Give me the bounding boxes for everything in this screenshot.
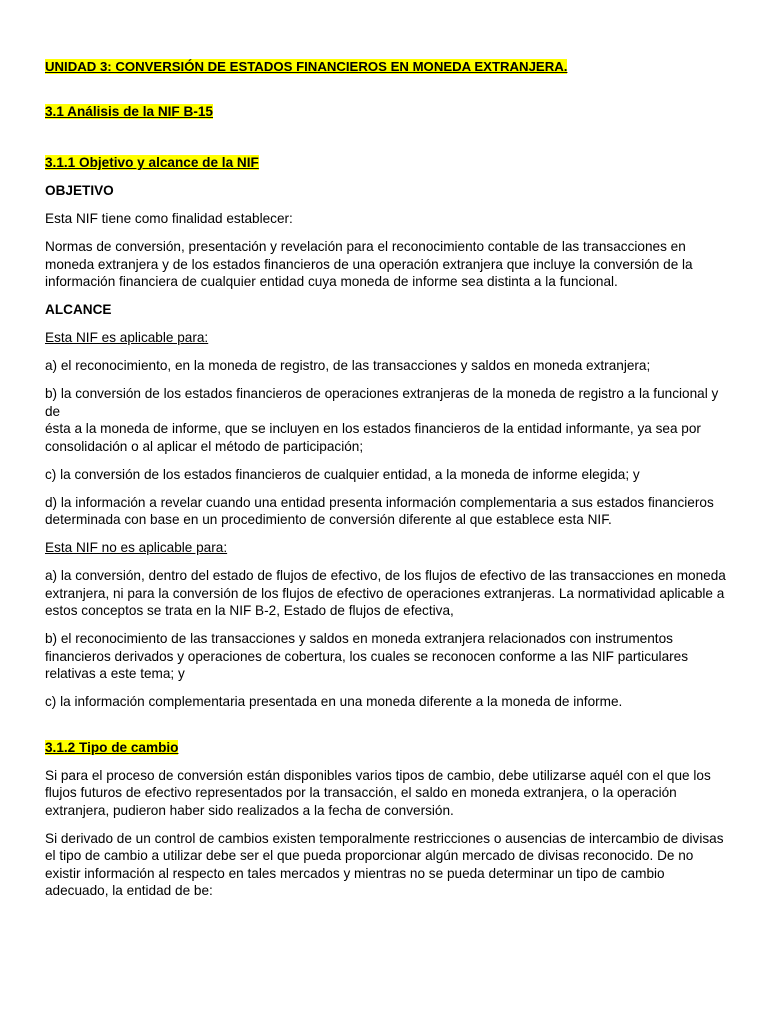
section-3-1-heading: 3.1 Análisis de la NIF B-15 <box>45 104 213 119</box>
section-3-1-1-heading: 3.1.1 Objetivo y alcance de la NIF <box>45 155 259 170</box>
no-aplicable-label: Esta NIF no es aplicable para: <box>45 540 228 555</box>
no-aplicable-item-b: b) el reconocimiento de las transacciones y saldos en moneda extranjera relacionados con instrumentos financieros derivados y operaciones de cobertura, los cuales se reconocen conforme a las NIF particulares relativas a este tema; y <box>45 631 689 681</box>
tipo-cambio-paragraph-2: Si derivado de un control de cambios existen temporalmente restricciones o ausencias de intercambio de divisas el tipo de cambio a utilizar debe ser el que pueda proporcionar algún mercado de divisas reconocido. De no existir información al respecto en tales mercados y mientras no se pueda determinar un tipo de cambio adecuado, la entidad de be: <box>45 830 724 898</box>
unit-title: UNIDAD 3: CONVERSIÓN DE ESTADOS FINANCIEROS EN MONEDA EXTRANJERA. <box>45 58 568 74</box>
tipo-cambio-paragraph-1: Si para el proceso de conversión están disponibles varios tipos de cambio, debe utilizarse aquél con el que los flujos futuros de efectivo representados por la transacción, el saldo en moneda extranjera, o la operación extranjera, pudieron haber sido realizados a la fecha de conversión. <box>45 767 711 818</box>
no-aplicable-item-a: a) la conversión, dentro del estado de flujos de efectivo, de los flujos de efectivo de las transacciones en moneda extranjera, ni para la conversión de los flujos de efectivo de operaciones extranjeras. La normatividad aplicable a estos conceptos se trata en la NIF B-2, Estado de flujos de efectiva, <box>45 568 726 618</box>
aplicable-item-c: c) la conversión de los estados financieros de cualquier entidad, a la moneda de informe elegida; y <box>45 466 640 482</box>
section-3-1-2-row <box>45 721 727 756</box>
aplicable-item-b: b) la conversión de los estados financieros de operaciones extranjeras de la moneda de registro a la funcional y de ésta a la moneda de informe, que se incluyen en los estados financieros de la entidad informante, ya sea por consolidación o al aplicar el método de participación; <box>45 386 719 454</box>
alcance-heading: ALCANCE <box>45 302 112 317</box>
aplicable-item-a: a) el reconocimiento, en la moneda de registro, de las transacciones y saldos en moneda extranjera; <box>45 358 651 373</box>
no-aplicable-item-c: c) la información complementaria presentada en una moneda diferente a la moneda de informe. <box>45 694 623 709</box>
objetivo-paragraph: Normas de conversión, presentación y revelación para el reconocimiento contable de las transacciones en moneda extranjera y de los estados financieros de una operación extranjera que incluye la conversión de la información financiera de cualquier entidad cuya moneda de informe sea distinta a la funcional. <box>45 239 693 289</box>
objetivo-heading: OBJETIVO <box>45 183 114 198</box>
unit-title-row <box>45 40 727 75</box>
section-3-1-1-row <box>45 137 727 172</box>
document-page <box>45 40 727 910</box>
aplicable-label: Esta NIF es aplicable para: <box>45 330 209 345</box>
aplicable-item-d: d) la información a revelar cuando una entidad presenta información complementaria a sus estados financieros determinada con base en un procedimiento de conversión diferente al que establece esta NIF. <box>45 494 714 527</box>
section-3-1-row <box>45 86 727 121</box>
objetivo-intro: Esta NIF tiene como finalidad establecer: <box>45 211 293 226</box>
section-3-1-2-heading: 3.1.2 Tipo de cambio <box>45 739 179 755</box>
